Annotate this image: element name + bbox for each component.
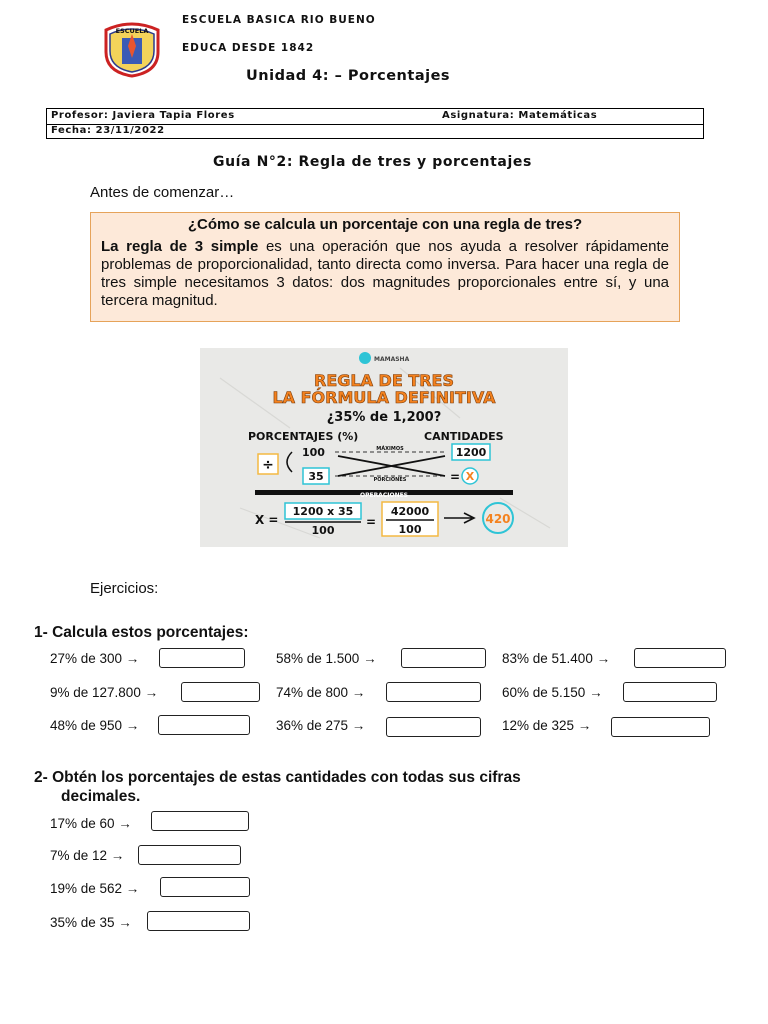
denominator-1: 100 — [311, 524, 335, 537]
col-left-label: PORCENTAJES (%) — [248, 430, 359, 443]
exercise-2-2: 7% de 12 → — [50, 848, 125, 863]
teacher-name: Profesor: Javiera Tapia Flores — [51, 110, 235, 121]
exercise-1-7: 48% de 950 → — [50, 718, 140, 733]
section-2-title: 2- Obtén los porcentajes de estas cantidades con todas sus cifras — [34, 769, 521, 786]
exercise-1-2: 58% de 1.500 → — [276, 651, 377, 666]
date: Fecha: 23/11/2022 — [51, 125, 165, 136]
school-motto: EDUCA DESDE 1842 — [182, 42, 315, 54]
subject-name: Asignatura: Matemáticas — [442, 110, 598, 121]
answer-box-2-4[interactable] — [147, 911, 250, 931]
exercise-2-4: 35% de 35 → — [50, 915, 132, 930]
exercise-1-5: 74% de 800 → — [276, 685, 366, 700]
equals-sign-1: = — [450, 470, 461, 484]
answer-box-2-2[interactable] — [138, 845, 241, 865]
answer-box-1-4[interactable] — [181, 682, 260, 702]
school-logo — [100, 20, 164, 78]
value-1200: 1200 — [455, 446, 487, 459]
denominator-2: 100 — [398, 523, 422, 536]
result-value: 420 — [485, 512, 511, 526]
answer-box-1-5[interactable] — [386, 682, 481, 702]
x-equals: X = — [255, 513, 279, 527]
answer-box-1-1[interactable] — [159, 648, 245, 668]
porciones-label: PORCIONES — [373, 477, 407, 483]
numerator-2: 42000 — [390, 505, 430, 518]
value-100: 100 — [302, 446, 325, 459]
explanation-box — [90, 212, 680, 322]
explanation-question: ¿Cómo se calcula un porcentaje con una regla de tres? — [187, 216, 583, 233]
exercise-1-8: 36% de 275 → — [276, 718, 366, 733]
intro-text: Antes de comenzar… — [90, 184, 235, 201]
answer-box-1-7[interactable] — [158, 715, 250, 735]
numerator-1: 1200 x 35 — [292, 505, 354, 518]
answer-box-1-3[interactable] — [634, 648, 726, 668]
brand-icon — [359, 352, 371, 364]
school-name: ESCUELA BASICA RIO BUENO — [182, 14, 376, 26]
answer-box-1-6[interactable] — [623, 682, 717, 702]
exercises-label: Ejercicios: — [90, 580, 159, 597]
rule-of-three-infographic — [200, 348, 568, 547]
unit-title: Unidad 4: – Porcentajes — [246, 68, 451, 84]
infographic-title-1: REGLA DE TRES — [314, 371, 454, 390]
answer-box-1-9[interactable] — [611, 717, 710, 737]
explanation-text: es una operación que nos ayuda a resolver rápidamente problemas de proporcionalidad, tanto directa como inversa. Para hacer una regla de tres simple necesitamos 3 datos: dos magnitudes proporcionales entre sí, y una tercera magnitud. — [101, 238, 669, 309]
section-2-title-cont: decimales. — [61, 788, 141, 805]
exercise-1-6: 60% de 5.150 → — [502, 685, 603, 700]
bold-term: La regla de 3 simple — [101, 238, 259, 255]
guide-title: Guía N°2: Regla de tres y porcentajes — [213, 154, 532, 170]
value-x: X — [465, 470, 475, 483]
section-1-title: 1- Calcula estos porcentajes: — [34, 624, 249, 641]
equals-sign-2: = — [366, 515, 377, 529]
exercise-2-1: 17% de 60 → — [50, 816, 132, 831]
answer-box-2-3[interactable] — [160, 877, 250, 897]
explanation-paragraph — [101, 238, 669, 310]
brand-label: MAMASHA — [374, 356, 410, 363]
value-35: 35 — [308, 470, 324, 483]
divide-sign: ÷ — [262, 457, 274, 473]
maximos-label: MÁXIMOS — [376, 446, 404, 452]
infographic-question: ¿35% de 1,200? — [326, 410, 442, 425]
exercise-1-3: 83% de 51.400 → — [502, 651, 611, 666]
answer-box-2-1[interactable] — [151, 811, 249, 831]
col-right-label: CANTIDADES — [424, 430, 504, 443]
exercise-1-9: 12% de 325 → — [502, 718, 592, 733]
infographic-title-2: LA FÓRMULA DEFINITIVA — [272, 388, 496, 407]
exercise-1-4: 9% de 127.800 → — [50, 685, 159, 700]
answer-box-1-2[interactable] — [401, 648, 486, 668]
exercise-2-3: 19% de 562 → — [50, 881, 140, 896]
answer-box-1-8[interactable] — [386, 717, 481, 737]
exercise-1-1: 27% de 300 → — [50, 651, 140, 666]
info-table — [46, 108, 704, 139]
operaciones-label: OPERACIONES — [359, 492, 409, 499]
logo-text: ESCUELA — [115, 27, 149, 35]
